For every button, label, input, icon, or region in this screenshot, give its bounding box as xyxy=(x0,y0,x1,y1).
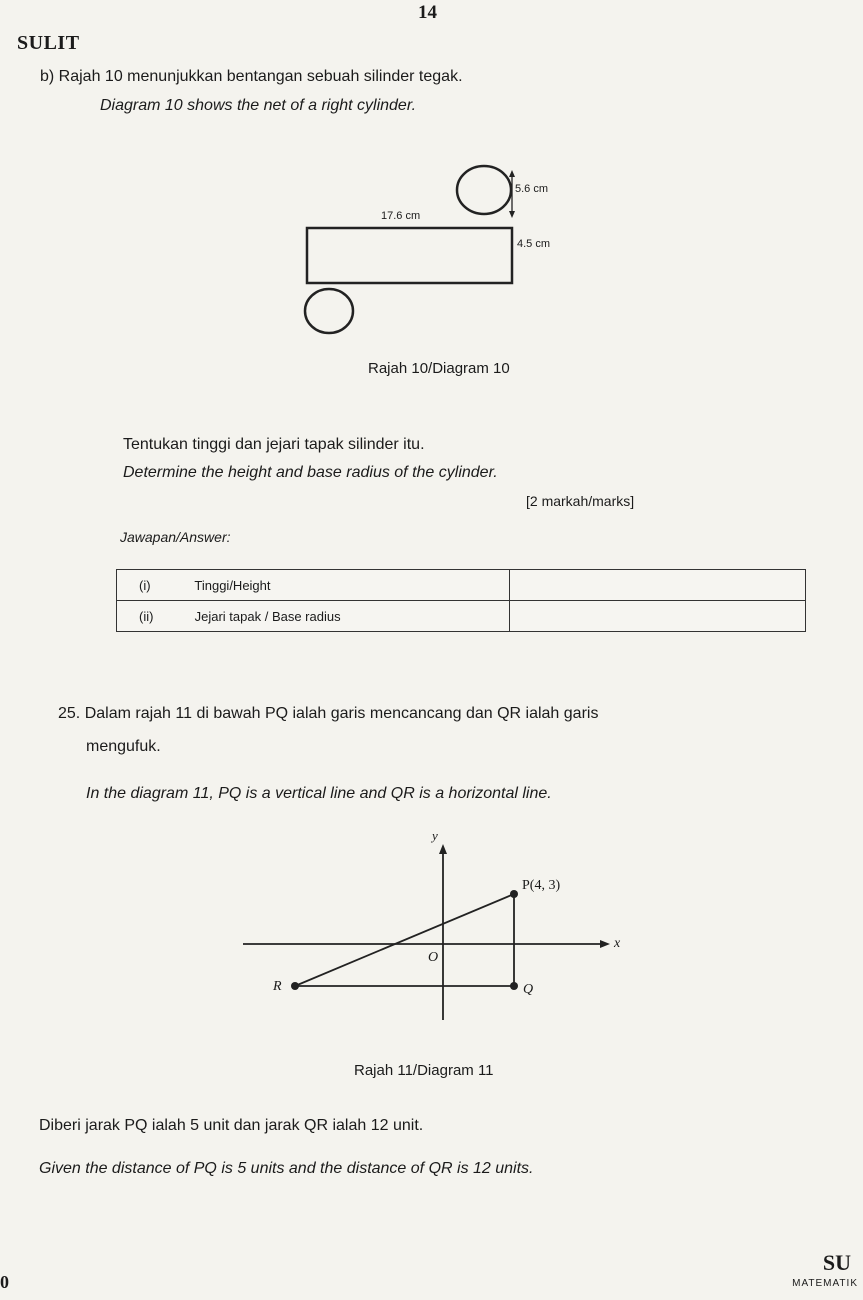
answer-label: Jawapan/Answer: xyxy=(120,529,231,545)
point-r xyxy=(291,982,299,990)
q25-statement-malay-1: 25. Dalam rajah 11 di bawah PQ ialah garis mencancang dan QR ialah garis xyxy=(58,705,599,722)
label-diameter: 5.6 cm xyxy=(515,183,549,195)
q25-statement-malay-2: mengufuk. xyxy=(86,738,161,755)
footer-sulit: SU xyxy=(822,1250,851,1275)
diagram-10-caption: Rajah 10/Diagram 10 xyxy=(368,360,510,377)
point-r-label: R xyxy=(273,979,282,994)
q24b-task-english: Determine the height and base radius of the cylinder. xyxy=(123,464,498,481)
q25-given-english: Given the distance of PQ is 5 units and the distance of QR is 12 units. xyxy=(39,1160,534,1177)
diagram-11-caption: Rajah 11/Diagram 11 xyxy=(354,1062,494,1079)
point-q xyxy=(510,982,518,990)
row-label: Tinggi/Height xyxy=(194,577,271,593)
sulit-header: SULIT xyxy=(17,32,80,54)
point-p xyxy=(510,890,518,898)
point-p-label: P(4, 3) xyxy=(522,878,561,893)
origin-label: O xyxy=(428,950,439,965)
q25-statement-english: In the diagram 11, PQ is a vertical line and QR is a horizontal line. xyxy=(86,785,552,802)
row-number: (i) xyxy=(139,577,151,593)
x-axis-label: x xyxy=(614,936,621,951)
line-rp xyxy=(295,894,514,986)
q24b-task-malay: Tentukan tinggi dan jejari tapak silinder itu. xyxy=(123,436,425,453)
label-height: 4.5 cm xyxy=(517,238,551,250)
row-number: (ii) xyxy=(139,608,154,624)
q24b-marks: [2 markah/marks] xyxy=(526,493,635,509)
footer-corner-digit: 0 xyxy=(0,1272,9,1292)
q24b-statement-malay: b) Rajah 10 menunjukkan bentangan sebuah silinder tegak. xyxy=(40,68,463,85)
point-q-label: Q xyxy=(523,982,534,997)
page-number: 14 xyxy=(418,2,437,23)
row-label: Jejari tapak / Base radius xyxy=(194,608,341,624)
q25-given-malay: Diberi jarak PQ ialah 5 unit dan jarak QR ialah 12 unit. xyxy=(39,1117,424,1134)
q24b-statement-english: Diagram 10 shows the net of a right cylinder. xyxy=(100,97,417,114)
y-axis-label: y xyxy=(432,828,438,843)
footer-subject: MATEMATIK xyxy=(792,1278,858,1289)
label-length: 17.6 cm xyxy=(381,210,421,222)
